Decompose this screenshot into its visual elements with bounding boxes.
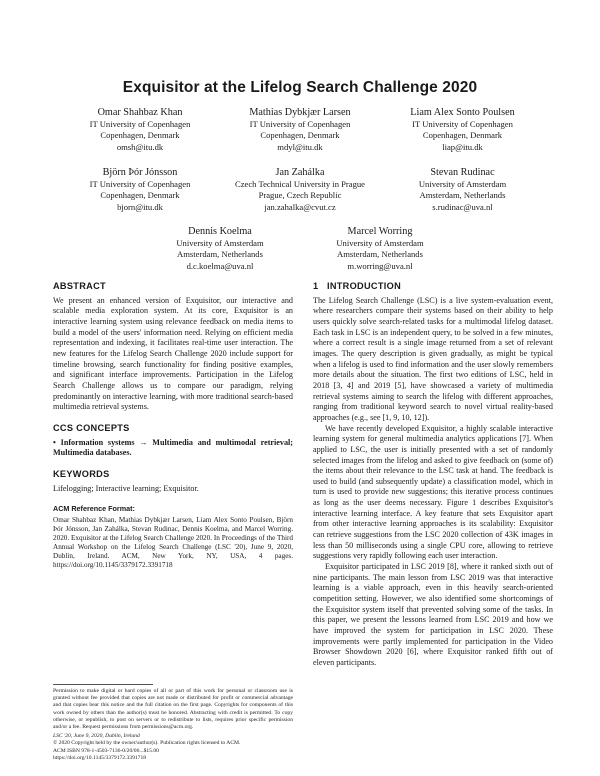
author-location: Copenhagen, Denmark — [422, 130, 503, 141]
author-affiliation: University of Amsterdam — [418, 179, 507, 189]
ccs-text: • Information systems → Multimedia and multimodal retrieval; Multimedia databases. — [53, 437, 293, 458]
paper-title: Exquisitor at the Lifelog Search Challenge 2020 — [122, 79, 478, 96]
intro-paragraph: Exquisitor participated in LSC 2019 [8], where it ranked sixth out of nine participants. The main lesson from LSC 2019 was that interactive learning is a viable approach, even in this heavily search-oriented competition setting. However, we also identified some shortcomings of the Exquisitor system itself that prevented solving some of the tasks. In this paper, we present the lessons learned from LSC 2019 and how we have improved the system for participation in LSC 2020. These improvements were partly implemented for participation in the Video Browser Showdown 2020 [6], where Exquisitor ranked fifth out of eleven participants. — [313, 562, 553, 667]
author-location: Copenhagen, Denmark — [100, 190, 180, 201]
author-block — [300, 225, 460, 272]
author-location: Amsterdam, Netherlands — [419, 190, 506, 201]
author-affiliation: IT University of Copenhagen — [89, 119, 191, 129]
introduction-heading: 1 INTRODUCTION — [313, 281, 401, 291]
keywords-heading: KEYWORDS — [53, 468, 110, 479]
author-name: Liam Alex Sonto Poulsen — [410, 107, 515, 118]
author-block — [60, 166, 220, 213]
author-block — [380, 106, 545, 153]
author-name: Marcel Worring — [347, 226, 413, 237]
intro-paragraph: We have recently developed Exquisitor, a highly scalable interactive learning system for general multimedia analytics applications [7]. When applied to LSC, the user is initially presented with a set of randomly selected images from the lifelog and asked to give feedback on (some of) the items about their relevance to the LSC task at hand. The feedback is used to build (and subsequently update) a classification model, which in turn is used to provide new suggestions; this iterative process continues as long as the user deems necessary. Figure 1 describes Exquisitor's interactive learning interface. A key feature that sets Exquisitor apart from other interactive learning approaches is its scalability: Exquisitor can retrieve suggestions from the LSC 2020 collection of 43K images in less than 50 milliseconds using a single CPU core, allowing to retrieve suggestions very rapidly following each user interaction. — [313, 423, 553, 561]
author-email: mdyl@itu.dk — [277, 141, 323, 152]
author-name: Stevan Rudinac — [430, 167, 495, 178]
author-name: Jan Zahálka — [275, 167, 325, 178]
author-block — [215, 166, 385, 213]
author-affiliation: University of Amsterdam — [336, 238, 424, 248]
acm-reference-heading: ACM Reference Format: — [53, 504, 135, 514]
doi-link[interactable]: https://doi.org/10.1145/3379172.3391718 — [53, 754, 147, 761]
abstract-heading: ABSTRACT — [53, 281, 106, 291]
author-name: Omar Shahbaz Khan — [97, 107, 183, 118]
abstract-text: We present an enhanced version of Exquisitor, our interactive and scalable media exploration system. At its core, Exquisitor is an interactive learning system using relevance feedback on media items to build a model of the users' information need. Relying on efficient media representation and indexing, it facilitates real-time user interaction. The new features for the Lifelog Search Challenge 2020 include support for timeline browsing, search functionality for finding positive examples, and significant interface improvements. Participation in the Lifelog Search Challenge allows us to compare our paradigm, relying predominantly on interactive learning, with more traditional search-based multimedia retrieval systems. — [53, 295, 293, 412]
author-affiliation: IT University of Copenhagen — [249, 119, 351, 129]
author-affiliation: Czech Technical University in Prague — [234, 179, 365, 189]
author-affiliation: IT University of Copenhagen — [89, 179, 191, 189]
copyright-line: © 2020 Copyright held by the owner/author(s). Publication rights licensed to ACM. — [53, 740, 241, 747]
author-block — [140, 225, 300, 272]
intro-paragraph: The Lifelog Search Challenge (LSC) is a live system-evaluation event, where researchers compare their systems based on their ability to help users quickly solve search-related tasks for a multimodal lifelog dataset. Each task in LSC is an independent query, to be solved in a few minutes, where a correct result is a single image returned from a set of relevant images. The query description is given gradually, as might be typical when a lifelog is used to find information and the user slowly remembers more details about the situation. The first two editions of LSC, held in 2018 [3, 4] and 2019 [5], have showcased a variety of multimedia retrieval systems aiming to search the lifelog with different approaches, ranging from traditional keyword search to novel virtual reality-based approaches (e.g., see [1, 9, 10, 12]). — [313, 295, 553, 422]
author-email: d.c.koelma@uva.nl — [186, 260, 254, 271]
permission-footnote — [53, 688, 293, 762]
author-block — [220, 106, 380, 153]
author-email: jan.zahalka@cvut.cz — [264, 201, 336, 212]
keywords-text: Lifelogging; Interactive learning; Exquisitor. — [53, 483, 199, 493]
author-name: Mathias Dybkjær Larsen — [249, 107, 351, 118]
author-location: Prague, Czech Republic — [258, 190, 342, 201]
right-column — [313, 281, 553, 669]
ccs-heading: CCS CONCEPTS — [53, 422, 130, 433]
author-location: Amsterdam, Netherlands — [177, 249, 263, 260]
author-email: bjorn@itu.dk — [117, 201, 163, 212]
acm-reference-text: Omar Shahbaz Khan, Mathias Dybkjær Larsen, Liam Alex Sonto Poulsen, Björn Þór Jónsson, Jan Zahálka, Stevan Rudinac, Dennis Koelma, and Marcel Worring. 2020. Exquisitor at the Lifelog Search Challenge 2020. In Proceedings of the Third Annual Workshop on the Lifelog Search Challenge (LSC '20), June 9, 2020, Dublin, Ireland. ACM, New York, NY, USA, 4 pages. https://doi.org/10.1145/3379172.3391718 — [53, 515, 293, 570]
author-email: omsh@itu.dk — [116, 141, 164, 152]
author-affiliation: IT University of Copenhagen — [412, 119, 513, 129]
author-block — [60, 106, 220, 153]
conference-line: LSC '20, June 9, 2020, Dublin, Ireland — [53, 733, 140, 740]
author-location: Amsterdam, Netherlands — [337, 249, 423, 260]
author-location: Copenhagen, Denmark — [260, 130, 340, 141]
isbn-line: ACM ISBN 978-1-4503-7136-0/20/06...$15.00 — [53, 747, 159, 754]
author-email: m.worring@uva.nl — [347, 260, 413, 271]
author-name: Björn Þór Jónsson — [102, 167, 178, 178]
footnote-rule — [53, 684, 153, 685]
author-affiliation: University of Amsterdam — [176, 238, 264, 248]
left-column — [53, 281, 293, 570]
permission-text: Permission to make digital or hard copies of all or part of this work for personal or classroom use is granted without fee provided that copies are not made or distributed for profit or commercial advantage and that copies bear this notice and the full citation on the first page. Copyrights for components of this work owned by others than the author(s) must be honored. Abstracting with credit is permitted. To copy otherwise, or republish, to post on servers or to redistribute to lists, requires prior specific permission and/or a fee. Request permissions from permissions@acm.org. — [53, 688, 293, 731]
author-email: s.rudinac@uva.nl — [432, 201, 493, 212]
author-block — [380, 166, 545, 213]
author-email: liap@itu.dk — [442, 141, 483, 152]
author-location: Copenhagen, Denmark — [100, 130, 180, 141]
author-name: Dennis Koelma — [188, 226, 252, 237]
